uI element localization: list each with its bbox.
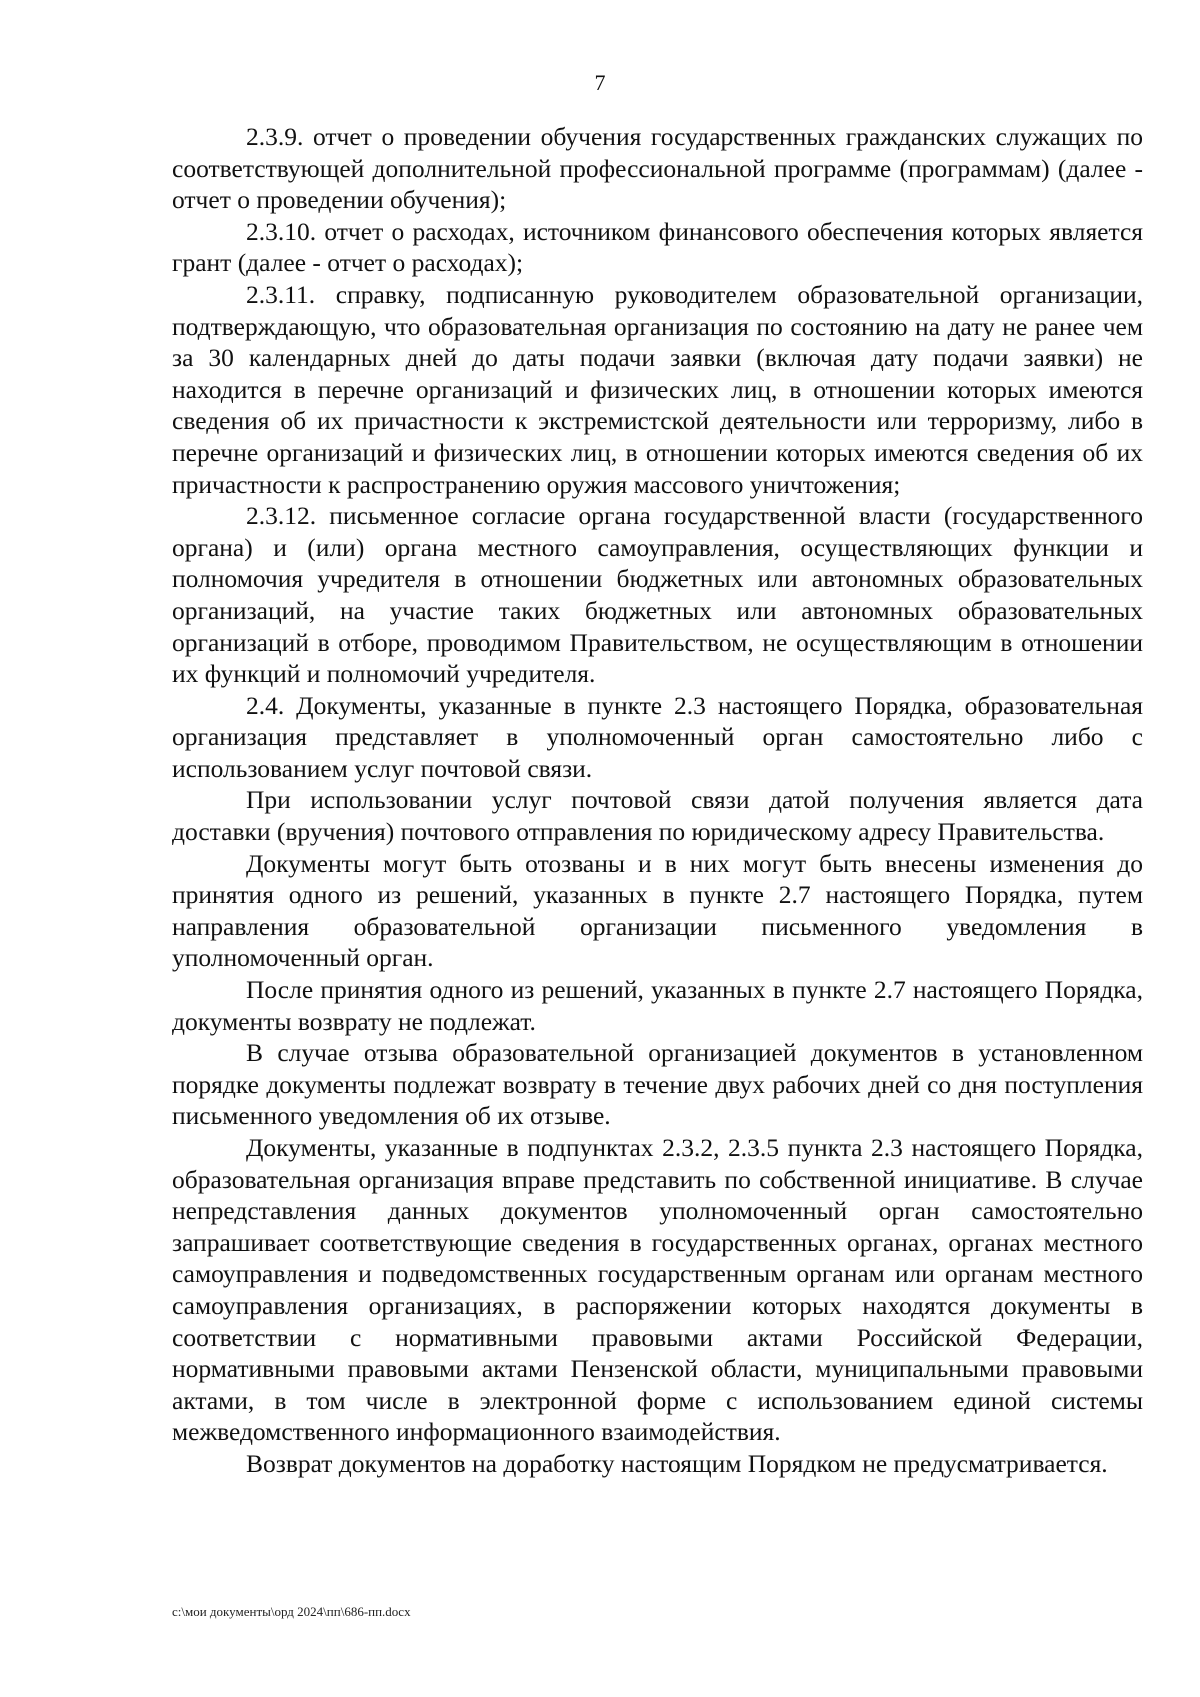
paragraph-interagency-request: Документы, указанные в подпунктах 2.3.2, 2.3.5 пункта 2.3 настоящего Порядка, образовательная организация вправе представить по собственной инициативе. В случае непредставления данных документов уполномоченный орган самостоятельно запрашивает соответствующие сведения в государственных органах, органах местного самоуправления и подведомственных государственным органам или органам местного самоуправления организациях, в распоряжении которых находятся документы в соответствии с нормативными правовыми актами Российской Федерации, нормативными правовыми актами Пензенской области, муниципальными правовыми актами, в том числе в электронной форме с использованием единой системы межведомственного информационного взаимодействия. bbox=[172, 1133, 1143, 1447]
paragraph-2-3-11: 2.3.11. справку, подписанную руководителем образовательной организации, подтверждающую, что образовательная организация по состоянию на дату не ранее чем за 30 календарных дней до даты подачи заявки (включая дату подачи заявки) не находится в перечне организаций и физических лиц, в отношении которых имеются сведения об их причастности к экстремистской деятельности или терроризму, либо в перечне организаций и физических лиц, в отношении которых имеются сведения об их причастности к распространению оружия массового уничтожения; bbox=[172, 279, 1143, 499]
paragraph-2-3-10: 2.3.10. отчет о расходах, источником финансового обеспечения которых является грант (далее - отчет о расходах); bbox=[172, 216, 1143, 278]
paragraph-2-3-9: 2.3.9. отчет о проведении обучения государственных гражданских служащих по соответствующей дополнительной профессиональной программе (программам) (далее - отчет о проведении обучения); bbox=[172, 122, 1143, 215]
paragraph-2-3-12: 2.3.12. письменное согласие органа государственной власти (государственного органа) и (или) органа местного самоуправления, осуществляющих функции и полномочия учредителя в отношении бюджетных или автономных образовательных организаций, на участие таких бюджетных или автономных образовательных организаций в отборе, проводимом Правительством, не осуществляющим в отношении их функций и полномочий учредителя. bbox=[172, 501, 1143, 689]
document-body bbox=[172, 121, 1143, 1480]
paragraph-postal-delivery: При использовании услуг почтовой связи датой получения является дата доставки (вручения) почтового отправления по юридическому адресу Правительства. bbox=[172, 785, 1143, 847]
paragraph-withdrawal-changes: Документы могут быть отозваны и в них могут быть внесены изменения до принятия одного из решений, указанных в пункте 2.7 настоящего Порядка, путем направления образовательной организации письменного уведомления в уполномоченный орган. bbox=[172, 848, 1143, 973]
paragraph-return-on-withdrawal: В случае отзыва образовательной организацией документов в установленном порядке документы подлежат возврату в течение двух рабочих дней со дня поступления письменного уведомления об их отзыве. bbox=[172, 1038, 1143, 1131]
page-number: 7 bbox=[594, 70, 606, 95]
footer-file-path: c:\мои документы\орд 2024\пп\686-пп.docx bbox=[172, 1604, 411, 1619]
paragraph-no-revision: Возврат документов на доработку настоящим Порядком не предусматривается. bbox=[246, 1448, 1108, 1478]
paragraph-2-4: 2.4. Документы, указанные в пункте 2.3 настоящего Порядка, образовательная организация представляет в уполномоченный орган самостоятельно либо с использованием услуг почтовой связи. bbox=[172, 690, 1143, 783]
paragraph-no-return: После принятия одного из решений, указанных в пункте 2.7 настоящего Порядка, документы возврату не подлежат. bbox=[172, 975, 1143, 1036]
